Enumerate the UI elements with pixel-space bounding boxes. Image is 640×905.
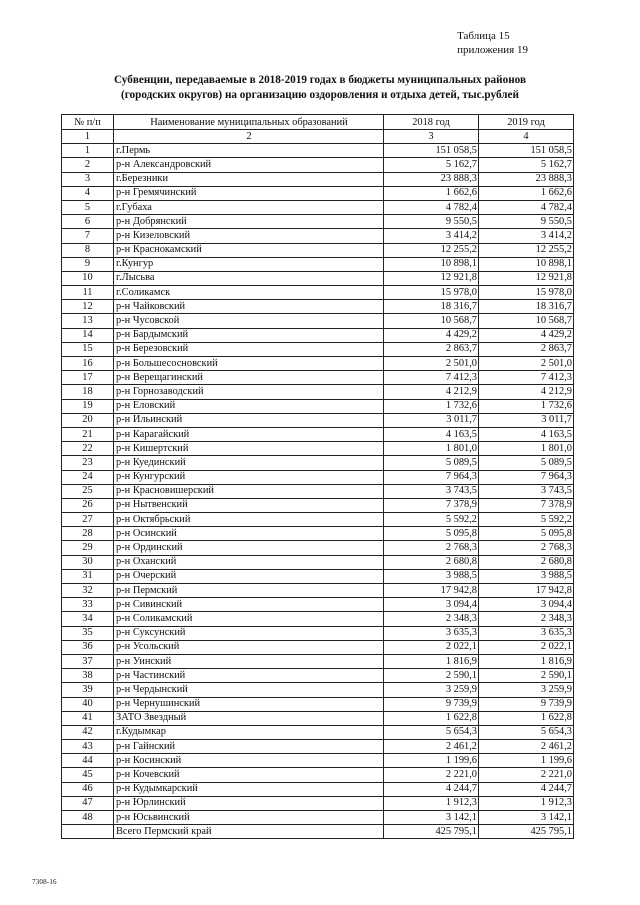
row-number: 30	[62, 555, 114, 569]
value-2019: 2 221,0	[479, 768, 574, 782]
row-number: 37	[62, 654, 114, 668]
value-2019: 2 863,7	[479, 342, 574, 356]
value-2018: 23 888,3	[384, 172, 479, 186]
value-2018: 9 550,5	[384, 215, 479, 229]
table-row	[62, 300, 574, 314]
table-row	[62, 796, 574, 810]
table-row	[62, 399, 574, 413]
value-2018: 1 622,8	[384, 711, 479, 725]
value-2019: 5 654,3	[479, 725, 574, 739]
municipality-name: р-н Красновишерский	[114, 484, 384, 498]
municipality-name: р-н Соликамский	[114, 612, 384, 626]
municipality-name: Всего Пермский край	[114, 825, 384, 839]
row-number: 3	[62, 172, 114, 186]
value-2018: 2 461,2	[384, 740, 479, 754]
row-number: 9	[62, 257, 114, 271]
municipality-name: р-н Краснокамский	[114, 243, 384, 257]
appendix-table-number: Таблица 15	[457, 30, 510, 42]
value-2018: 10 898,1	[384, 257, 479, 271]
value-2019: 4 212,9	[479, 385, 574, 399]
table-row	[62, 811, 574, 825]
value-2018: 1 801,0	[384, 442, 479, 456]
municipality-name: р-н Оханский	[114, 555, 384, 569]
table-row	[62, 782, 574, 796]
value-2019: 4 244,7	[479, 782, 574, 796]
value-2018: 12 255,2	[384, 243, 479, 257]
value-2018: 2 022,1	[384, 640, 479, 654]
table-row	[62, 669, 574, 683]
table-row	[62, 144, 574, 158]
value-2019: 2 461,2	[479, 740, 574, 754]
row-number: 11	[62, 286, 114, 300]
row-number: 34	[62, 612, 114, 626]
municipality-name: р-н Очерский	[114, 569, 384, 583]
value-2018: 4 244,7	[384, 782, 479, 796]
value-2018: 3 988,5	[384, 569, 479, 583]
municipality-name: г.Кунгур	[114, 257, 384, 271]
total-row	[62, 825, 574, 839]
row-number: 32	[62, 584, 114, 598]
municipality-name: р-н Кудымкарский	[114, 782, 384, 796]
table-row	[62, 498, 574, 512]
value-2019: 2 768,3	[479, 541, 574, 555]
row-number: 6	[62, 215, 114, 229]
value-2018: 3 094,4	[384, 598, 479, 612]
table-row	[62, 172, 574, 186]
value-2018: 3 011,7	[384, 413, 479, 427]
value-2019: 151 058,5	[479, 144, 574, 158]
row-number: 5	[62, 200, 114, 214]
column-index: 2	[114, 130, 384, 144]
value-2018: 2 501,0	[384, 357, 479, 371]
municipality-name: р-н Октябрьский	[114, 513, 384, 527]
municipality-name: р-н Косинский	[114, 754, 384, 768]
row-number: 28	[62, 527, 114, 541]
table-row	[62, 257, 574, 271]
value-2018: 2 221,0	[384, 768, 479, 782]
municipality-name: р-н Чайковский	[114, 300, 384, 314]
value-2019: 2 590,1	[479, 669, 574, 683]
municipality-name: ЗАТО Звездный	[114, 711, 384, 725]
value-2018: 4 163,5	[384, 427, 479, 441]
header-row	[62, 115, 574, 130]
value-2018: 2 863,7	[384, 342, 479, 356]
value-2019: 3 988,5	[479, 569, 574, 583]
row-number: 19	[62, 399, 114, 413]
row-number: 27	[62, 513, 114, 527]
title-line-1: Субвенции, передаваемые в 2018-2019 годах в бюджеты муниципальных районов	[114, 74, 526, 86]
value-2019: 3 414,2	[479, 229, 574, 243]
value-2019: 4 429,2	[479, 328, 574, 342]
row-number: 15	[62, 342, 114, 356]
value-2018: 1 199,6	[384, 754, 479, 768]
row-number: 36	[62, 640, 114, 654]
municipality-name: р-н Верещагинский	[114, 371, 384, 385]
value-2019: 3 259,9	[479, 683, 574, 697]
table-row	[62, 612, 574, 626]
row-number: 25	[62, 484, 114, 498]
table-row	[62, 740, 574, 754]
municipality-name: р-н Березовский	[114, 342, 384, 356]
table-row	[62, 271, 574, 285]
value-2019: 23 888,3	[479, 172, 574, 186]
value-2018: 5 592,2	[384, 513, 479, 527]
table-row	[62, 584, 574, 598]
value-2018: 7 412,3	[384, 371, 479, 385]
table-row	[62, 286, 574, 300]
row-number: 12	[62, 300, 114, 314]
value-2019: 12 255,2	[479, 243, 574, 257]
row-number: 20	[62, 413, 114, 427]
table-row	[62, 328, 574, 342]
municipality-name: р-н Юрлинский	[114, 796, 384, 810]
value-2019: 5 162,7	[479, 158, 574, 172]
row-number: 44	[62, 754, 114, 768]
subventions-table	[61, 114, 574, 839]
table-row	[62, 598, 574, 612]
document-code: 7308-16	[32, 878, 57, 886]
row-number: 21	[62, 427, 114, 441]
row-number: 31	[62, 569, 114, 583]
value-2018: 2 680,8	[384, 555, 479, 569]
appendix-reference	[457, 30, 528, 57]
appendix-number: приложения 19	[457, 43, 528, 56]
value-2019: 1 912,3	[479, 796, 574, 810]
value-2019: 1 199,6	[479, 754, 574, 768]
value-2018: 1 912,3	[384, 796, 479, 810]
value-2018: 2 348,3	[384, 612, 479, 626]
table-row	[62, 541, 574, 555]
row-number: 29	[62, 541, 114, 555]
row-number: 33	[62, 598, 114, 612]
table-row	[62, 527, 574, 541]
row-number: 18	[62, 385, 114, 399]
municipality-name: р-н Усольский	[114, 640, 384, 654]
table-row	[62, 754, 574, 768]
municipality-name: р-н Уинский	[114, 654, 384, 668]
table-row	[62, 342, 574, 356]
row-number: 1	[62, 144, 114, 158]
municipality-name: р-н Гремячинский	[114, 186, 384, 200]
value-2018: 3 414,2	[384, 229, 479, 243]
value-2019: 425 795,1	[479, 825, 574, 839]
value-2019: 1 732,6	[479, 399, 574, 413]
value-2019: 9 739,9	[479, 697, 574, 711]
row-number	[62, 825, 114, 839]
table-row	[62, 427, 574, 441]
value-2019: 2 501,0	[479, 357, 574, 371]
value-2019: 7 964,3	[479, 470, 574, 484]
row-number: 2	[62, 158, 114, 172]
value-2018: 3 259,9	[384, 683, 479, 697]
municipality-name: р-н Большесосновский	[114, 357, 384, 371]
municipality-name: р-н Кишертский	[114, 442, 384, 456]
value-2019: 4 782,4	[479, 200, 574, 214]
municipality-name: г.Кудымкар	[114, 725, 384, 739]
value-2018: 7 964,3	[384, 470, 479, 484]
municipality-name: г.Березники	[114, 172, 384, 186]
value-2019: 1 662,6	[479, 186, 574, 200]
municipality-name: г.Лысьва	[114, 271, 384, 285]
value-2018: 425 795,1	[384, 825, 479, 839]
row-number: 41	[62, 711, 114, 725]
value-2018: 18 316,7	[384, 300, 479, 314]
value-2018: 4 212,9	[384, 385, 479, 399]
municipality-name: р-н Гайнский	[114, 740, 384, 754]
value-2018: 5 095,8	[384, 527, 479, 541]
value-2018: 3 743,5	[384, 484, 479, 498]
table-row	[62, 555, 574, 569]
row-number: 13	[62, 314, 114, 328]
value-2019: 3 635,3	[479, 626, 574, 640]
value-2019: 12 921,8	[479, 271, 574, 285]
row-number: 7	[62, 229, 114, 243]
value-2019: 10 898,1	[479, 257, 574, 271]
municipality-name: р-н Чернушинский	[114, 697, 384, 711]
table-row	[62, 371, 574, 385]
value-2018: 2 768,3	[384, 541, 479, 555]
row-number: 47	[62, 796, 114, 810]
value-2019: 4 163,5	[479, 427, 574, 441]
column-index: 3	[384, 130, 479, 144]
row-number: 40	[62, 697, 114, 711]
value-2019: 17 942,8	[479, 584, 574, 598]
table-row	[62, 683, 574, 697]
value-2019: 1 622,8	[479, 711, 574, 725]
value-2019: 2 022,1	[479, 640, 574, 654]
value-2019: 18 316,7	[479, 300, 574, 314]
table-row	[62, 385, 574, 399]
table-row	[62, 456, 574, 470]
value-2019: 1 816,9	[479, 654, 574, 668]
row-number: 38	[62, 669, 114, 683]
municipality-name: р-н Добрянский	[114, 215, 384, 229]
municipality-name: р-н Ординский	[114, 541, 384, 555]
municipality-name: г.Пермь	[114, 144, 384, 158]
table-row	[62, 711, 574, 725]
table-row	[62, 413, 574, 427]
value-2018: 4 782,4	[384, 200, 479, 214]
table-row	[62, 768, 574, 782]
value-2019: 3 743,5	[479, 484, 574, 498]
row-number: 8	[62, 243, 114, 257]
row-number: 16	[62, 357, 114, 371]
municipality-name: р-н Юсьвинский	[114, 811, 384, 825]
value-2018: 12 921,8	[384, 271, 479, 285]
municipality-name: р-н Кунгурский	[114, 470, 384, 484]
municipality-name: р-н Суксунский	[114, 626, 384, 640]
municipality-name: р-н Куединский	[114, 456, 384, 470]
table-row	[62, 158, 574, 172]
row-number: 10	[62, 271, 114, 285]
table-row	[62, 640, 574, 654]
title-line-2: (городских округов) на организацию оздоровления и отдыха детей, тыс.рублей	[121, 88, 519, 101]
value-2019: 15 978,0	[479, 286, 574, 300]
value-2018: 1 662,6	[384, 186, 479, 200]
value-2018: 2 590,1	[384, 669, 479, 683]
value-2019: 7 378,9	[479, 498, 574, 512]
table-row	[62, 243, 574, 257]
value-2018: 15 978,0	[384, 286, 479, 300]
row-number: 4	[62, 186, 114, 200]
column-index: 4	[479, 130, 574, 144]
row-number: 24	[62, 470, 114, 484]
header-2018: 2018 год	[384, 115, 479, 130]
municipality-name: р-н Кочевский	[114, 768, 384, 782]
row-number: 48	[62, 811, 114, 825]
table-row	[62, 229, 574, 243]
value-2019: 3 011,7	[479, 413, 574, 427]
municipality-name: г.Соликамск	[114, 286, 384, 300]
value-2019: 3 094,4	[479, 598, 574, 612]
value-2018: 4 429,2	[384, 328, 479, 342]
value-2019: 9 550,5	[479, 215, 574, 229]
value-2019: 5 089,5	[479, 456, 574, 470]
value-2018: 9 739,9	[384, 697, 479, 711]
column-index: 1	[62, 130, 114, 144]
row-number: 43	[62, 740, 114, 754]
table-row	[62, 215, 574, 229]
municipality-name: р-н Осинский	[114, 527, 384, 541]
row-number: 46	[62, 782, 114, 796]
value-2019: 5 095,8	[479, 527, 574, 541]
value-2018: 3 635,3	[384, 626, 479, 640]
value-2019: 1 801,0	[479, 442, 574, 456]
row-number: 26	[62, 498, 114, 512]
row-number: 42	[62, 725, 114, 739]
value-2018: 1 732,6	[384, 399, 479, 413]
table-row	[62, 314, 574, 328]
municipality-name: р-н Нытвенский	[114, 498, 384, 512]
table-body	[62, 144, 574, 839]
table-row	[62, 569, 574, 583]
municipality-name: р-н Частинский	[114, 669, 384, 683]
municipality-name: г.Губаха	[114, 200, 384, 214]
table-row	[62, 200, 574, 214]
value-2018: 7 378,9	[384, 498, 479, 512]
municipality-name: р-н Чусовской	[114, 314, 384, 328]
municipality-name: р-н Александровский	[114, 158, 384, 172]
value-2019: 2 680,8	[479, 555, 574, 569]
row-number: 14	[62, 328, 114, 342]
value-2018: 10 568,7	[384, 314, 479, 328]
row-number: 39	[62, 683, 114, 697]
table-row	[62, 484, 574, 498]
row-number: 35	[62, 626, 114, 640]
table-row	[62, 626, 574, 640]
document-title	[60, 73, 580, 102]
row-number: 23	[62, 456, 114, 470]
value-2019: 10 568,7	[479, 314, 574, 328]
header-number: № п/п	[62, 115, 114, 130]
municipality-name: р-н Ильинский	[114, 413, 384, 427]
table-row	[62, 442, 574, 456]
value-2018: 5 654,3	[384, 725, 479, 739]
table-row	[62, 725, 574, 739]
value-2018: 17 942,8	[384, 584, 479, 598]
table-row	[62, 513, 574, 527]
municipality-name: р-н Карагайский	[114, 427, 384, 441]
value-2018: 5 162,7	[384, 158, 479, 172]
value-2019: 3 142,1	[479, 811, 574, 825]
column-index-row	[62, 130, 574, 144]
municipality-name: р-н Еловский	[114, 399, 384, 413]
table-row	[62, 470, 574, 484]
table-row	[62, 654, 574, 668]
municipality-name: р-н Кизеловский	[114, 229, 384, 243]
row-number: 22	[62, 442, 114, 456]
municipality-name: р-н Сивинский	[114, 598, 384, 612]
table-row	[62, 357, 574, 371]
header-name: Наименование муниципальных образований	[114, 115, 384, 130]
header-2019: 2019 год	[479, 115, 574, 130]
value-2018: 1 816,9	[384, 654, 479, 668]
value-2018: 3 142,1	[384, 811, 479, 825]
value-2019: 7 412,3	[479, 371, 574, 385]
municipality-name: р-н Бардымский	[114, 328, 384, 342]
value-2019: 5 592,2	[479, 513, 574, 527]
table-row	[62, 186, 574, 200]
value-2019: 2 348,3	[479, 612, 574, 626]
municipality-name: р-н Пермский	[114, 584, 384, 598]
value-2018: 5 089,5	[384, 456, 479, 470]
municipality-name: р-н Чердынский	[114, 683, 384, 697]
row-number: 17	[62, 371, 114, 385]
municipality-name: р-н Горнозаводский	[114, 385, 384, 399]
row-number: 45	[62, 768, 114, 782]
table-row	[62, 697, 574, 711]
value-2018: 151 058,5	[384, 144, 479, 158]
